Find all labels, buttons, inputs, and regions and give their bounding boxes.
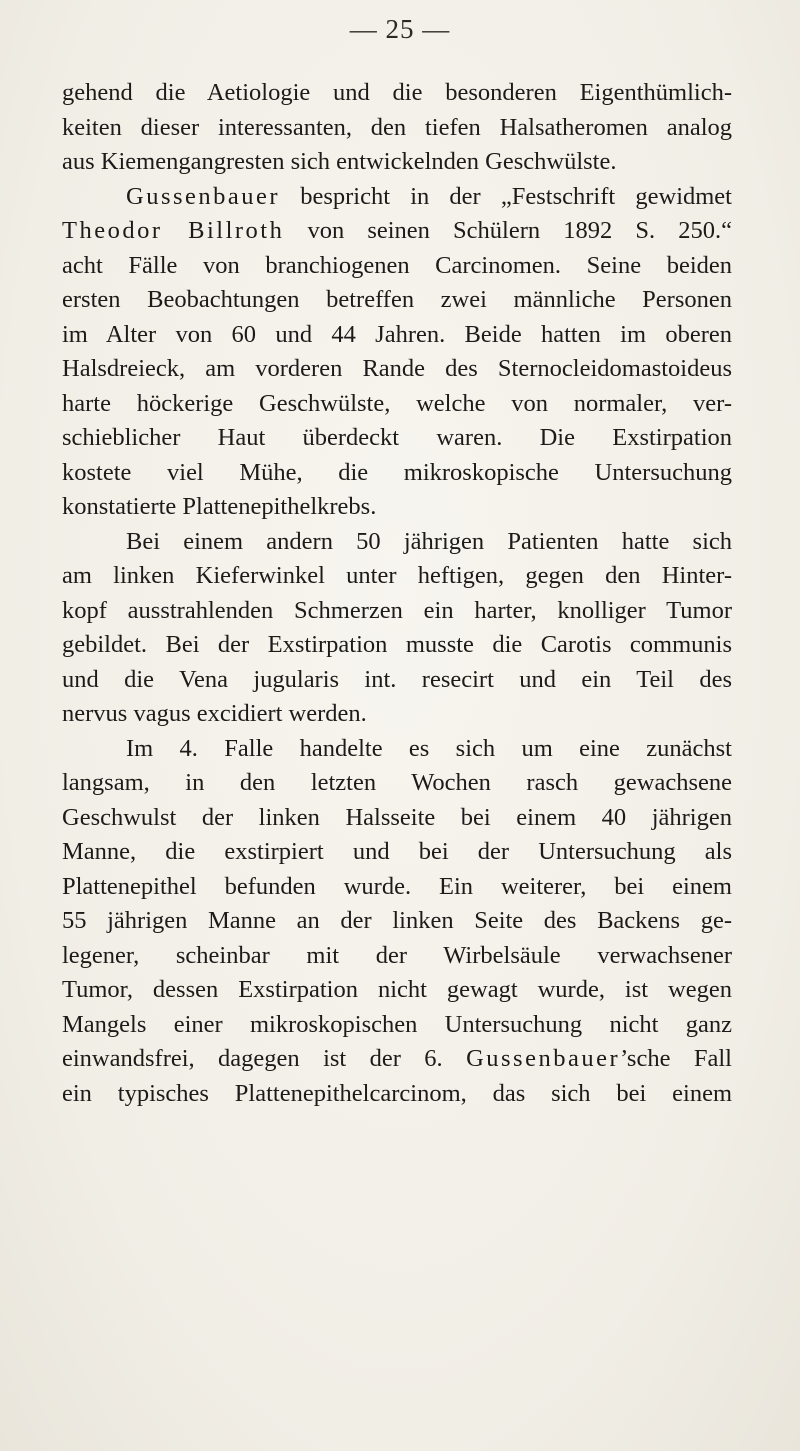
text-line — [62, 559, 732, 594]
text-run: langsam, in den letzten Wochen rasch gewachsene — [62, 769, 732, 796]
text-line — [62, 214, 732, 249]
text-run: nervus vagus excidiert werden. — [62, 700, 367, 727]
spaced-name: Gussenbauer — [466, 1045, 621, 1072]
text-line — [62, 594, 732, 629]
text-run: Manne, die exstirpiert und bei der Untersuchung als — [62, 838, 732, 865]
text-run: kostete viel Mühe, die mikroskopische Untersuchung — [62, 458, 732, 486]
text-line — [62, 697, 732, 732]
text-line — [62, 835, 732, 870]
text-run: gehend die Aetiologie und die besonderen Eigenthümlich- — [62, 79, 732, 106]
text-line — [62, 870, 732, 905]
text-run: Geschwulst der linken Halsseite bei einem 40 jährigen — [62, 803, 732, 831]
text-run: und die Vena jugularis int. resecirt und ein Teil des — [62, 665, 732, 693]
text-run: Mangels einer mikroskopischen Untersuchung nicht ganz — [62, 1010, 732, 1038]
text-line — [62, 490, 732, 525]
text-line — [62, 421, 732, 456]
text-line — [62, 973, 732, 1008]
text-line — [62, 628, 732, 663]
text-run: ersten Beobachtungen betreffen zwei männliche Personen — [62, 286, 732, 313]
text-run: Plattenepithel befunden wurde. Ein weiterer, bei einem — [62, 872, 732, 900]
body-text — [62, 76, 732, 1111]
text-line — [62, 801, 732, 836]
text-line — [62, 352, 732, 387]
text-line — [62, 1042, 732, 1077]
text-line — [62, 732, 732, 767]
text-run: Tumor, dessen Exstirpation nicht gewagt wurde, ist wegen — [62, 976, 732, 1003]
text-line — [62, 111, 732, 146]
text-line — [62, 1077, 732, 1112]
text-run: von seinen Schülern 1892 S. 250.“ — [284, 217, 732, 244]
text-line — [62, 456, 732, 491]
spaced-name: Theodor Billroth — [62, 217, 285, 244]
text-line — [62, 76, 732, 111]
text-line — [62, 318, 732, 353]
text-line — [62, 145, 732, 180]
spaced-name: Gussenbauer — [126, 182, 281, 210]
text-run: am linken Kieferwinkel unter heftigen, gegen den Hinter- — [62, 562, 732, 589]
text-line — [62, 939, 732, 974]
text-run: schieblicher Haut überdeckt waren. Die Exstirpation — [62, 424, 732, 451]
text-line — [62, 387, 732, 422]
text-run: kopf ausstrahlenden Schmerzen ein harter, knolliger Tumor — [62, 596, 732, 624]
text-run: im Alter von 60 und 44 Jahren. Beide hatten im oberen — [62, 320, 732, 348]
text-line — [62, 180, 732, 215]
text-run: bespricht in der „Festschrift gewidmet — [280, 182, 732, 210]
text-run: gebildet. Bei der Exstirpation musste die Carotis communis — [62, 631, 732, 658]
text-run: acht Fälle von branchiogenen Carcinomen. Seine beiden — [62, 251, 732, 279]
text-run: konstatierte Plattenepithelkrebs. — [62, 493, 377, 520]
text-run: keiten dieser interessanten, den tiefen Halsatheromen analog — [62, 113, 732, 141]
text-run: Halsdreieck, am vorderen Rande des Sternocleidomastoideus — [62, 355, 732, 382]
page-number: — 25 — — [349, 14, 451, 44]
text-line — [62, 1008, 732, 1043]
text-line — [62, 904, 732, 939]
text-run: ’sche Fall — [620, 1045, 732, 1072]
text-line — [62, 525, 732, 560]
text-run: Bei einem andern 50 jährigen Patienten hatte sich — [126, 527, 732, 555]
text-run: 55 jährigen Manne an der linken Seite des Backens ge- — [62, 907, 732, 934]
text-run: Im 4. Falle handelte es sich um eine zunächst — [126, 734, 732, 762]
text-line — [62, 283, 732, 318]
text-run: legener, scheinbar mit der Wirbelsäule verwachsener — [62, 941, 732, 969]
text-run: aus Kiemengangresten sich entwickelnden Geschwülste. — [62, 148, 617, 175]
text-line — [62, 766, 732, 801]
text-run: harte höckerige Geschwülste, welche von normaler, ver- — [62, 389, 732, 417]
text-line — [62, 249, 732, 284]
text-line — [62, 663, 732, 698]
text-run: ein typisches Plattenepithelcarcinom, das sich bei einem — [62, 1079, 732, 1107]
text-run: einwandsfrei, dagegen ist der 6. — [62, 1045, 467, 1072]
